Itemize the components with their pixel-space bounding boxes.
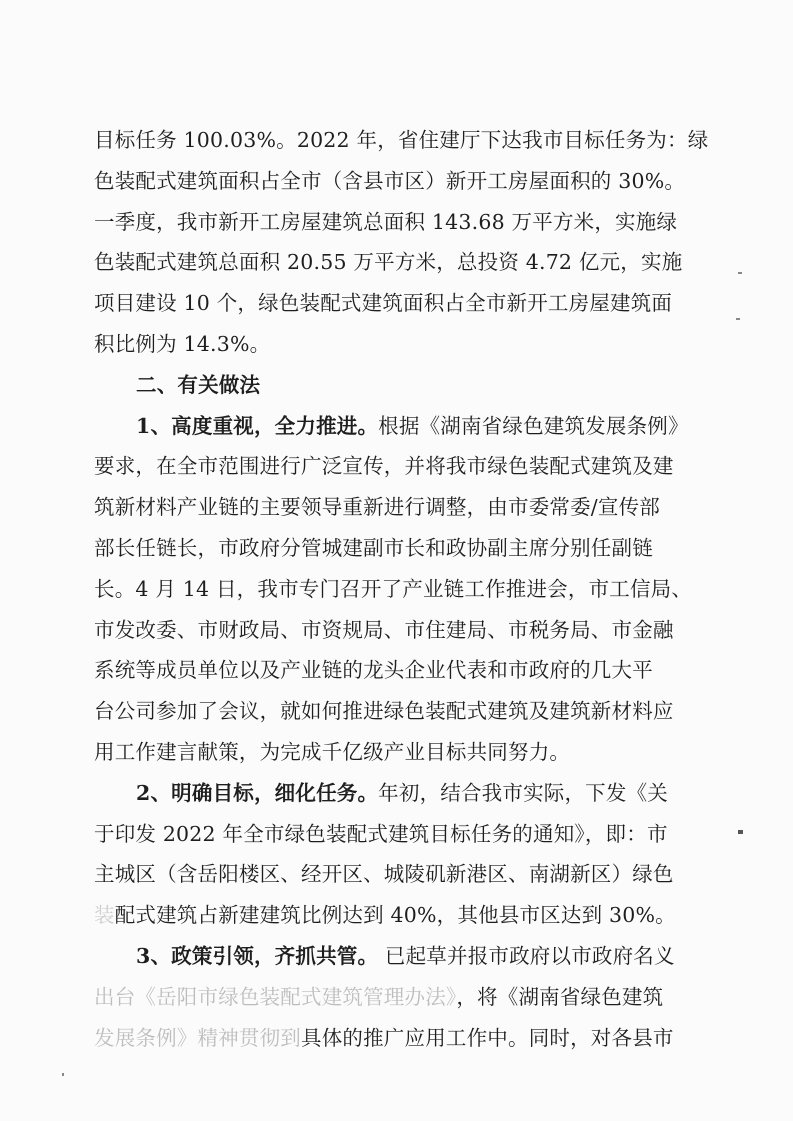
paragraph-first-line [94,773,694,814]
text-line: 台公司参加了会议，就如何推进绿色装配式建筑及建筑新材料应 [94,699,674,724]
paragraph-text: 根据《湖南省绿色建筑发展条例》 [378,413,689,438]
paragraph-lead: 2、明确目标，细化任务。 [136,780,379,805]
text-line: 项目建设 10 个，绿色装配式建筑面积占全市新开工房屋建筑面 [94,291,673,316]
text-line: 一季度，我市新开工房屋建筑总面积 143.68 万平方米，实施绿 [94,209,678,234]
paragraph-text: 年初，结合我市实际，下发《关 [378,780,668,805]
section-heading: 二、有关做法 [136,372,261,397]
scan-speck [738,830,743,834]
text-line: 用工作建言献策，为完成千亿级产业目标共同努力。 [94,739,571,764]
paragraph-lead: 1、高度重视，全力推进。 [136,413,379,438]
faded-text: 出台《岳阳市绿色装配式建筑管理办法》 [94,984,457,1009]
text-line: 部长任链长，市政府分管城建副市长和政协副主席分别任副链 [94,535,653,560]
text-line: 要求，在全市范围进行广泛宣传，并将我市绿色装配式建筑及建 [94,454,674,479]
paragraph-text: 配式建筑占新建建筑比例达到 40%，其他县市区达到 30%。 [114,903,676,928]
text-line: 于印发 2022 年全市绿色装配式建筑目标任务的通知》，即：市 [94,821,668,846]
text-line: 筑新材料产业链的主要领导重新进行调整，由市委常委/宣传部 [94,495,661,520]
document-body [94,120,709,1058]
text-line: 积比例为 14.3%。 [94,331,271,356]
text-line: 目标任务 100.03%。2022 年，省住建厅下达我市目标任务为：绿 [94,128,709,152]
scan-speck [62,1073,64,1076]
text-line [94,895,694,936]
text-line: 系统等成员单位以及产业链的龙头企业代表和市政府的几大平 [94,658,653,683]
faded-text: 发展条例》精神贯彻到 [94,1025,301,1050]
text-line [94,977,694,1018]
text-line [94,1018,694,1059]
text-line: 主城区（含岳阳楼区、经开区、城陵矶新港区、南湖新区）绿色 [94,862,674,887]
paragraph-text: 具体的推广应用工作中。同时，对各县市 [301,1025,674,1050]
scan-speck [738,272,742,274]
text-line: 色装配式建筑总面积 20.55 万平方米，总投资 4.72 亿元，实施 [94,250,683,275]
scan-speck [736,318,740,320]
paragraph-first-line [94,936,694,977]
text-line: 长。4 月 14 日，我市专门召开了产业链工作推进会，市工信局、 [94,576,693,601]
paragraph-text: ，将《湖南省绿色建筑 [456,984,664,1009]
paragraph-text: 已起草并报市政府以市政府名义 [378,943,675,968]
faded-text: 装 [94,903,115,928]
paragraph-lead: 3、政策引领，齐抓共管。 [136,943,379,968]
paragraph-first-line [94,406,694,447]
text-line: 色装配式建筑面积占全市（含县市区）新开工房屋面积的 30%。 [94,168,686,193]
text-line: 市发改委、市财政局、市资规局、市住建局、市税务局、市金融 [94,617,674,642]
